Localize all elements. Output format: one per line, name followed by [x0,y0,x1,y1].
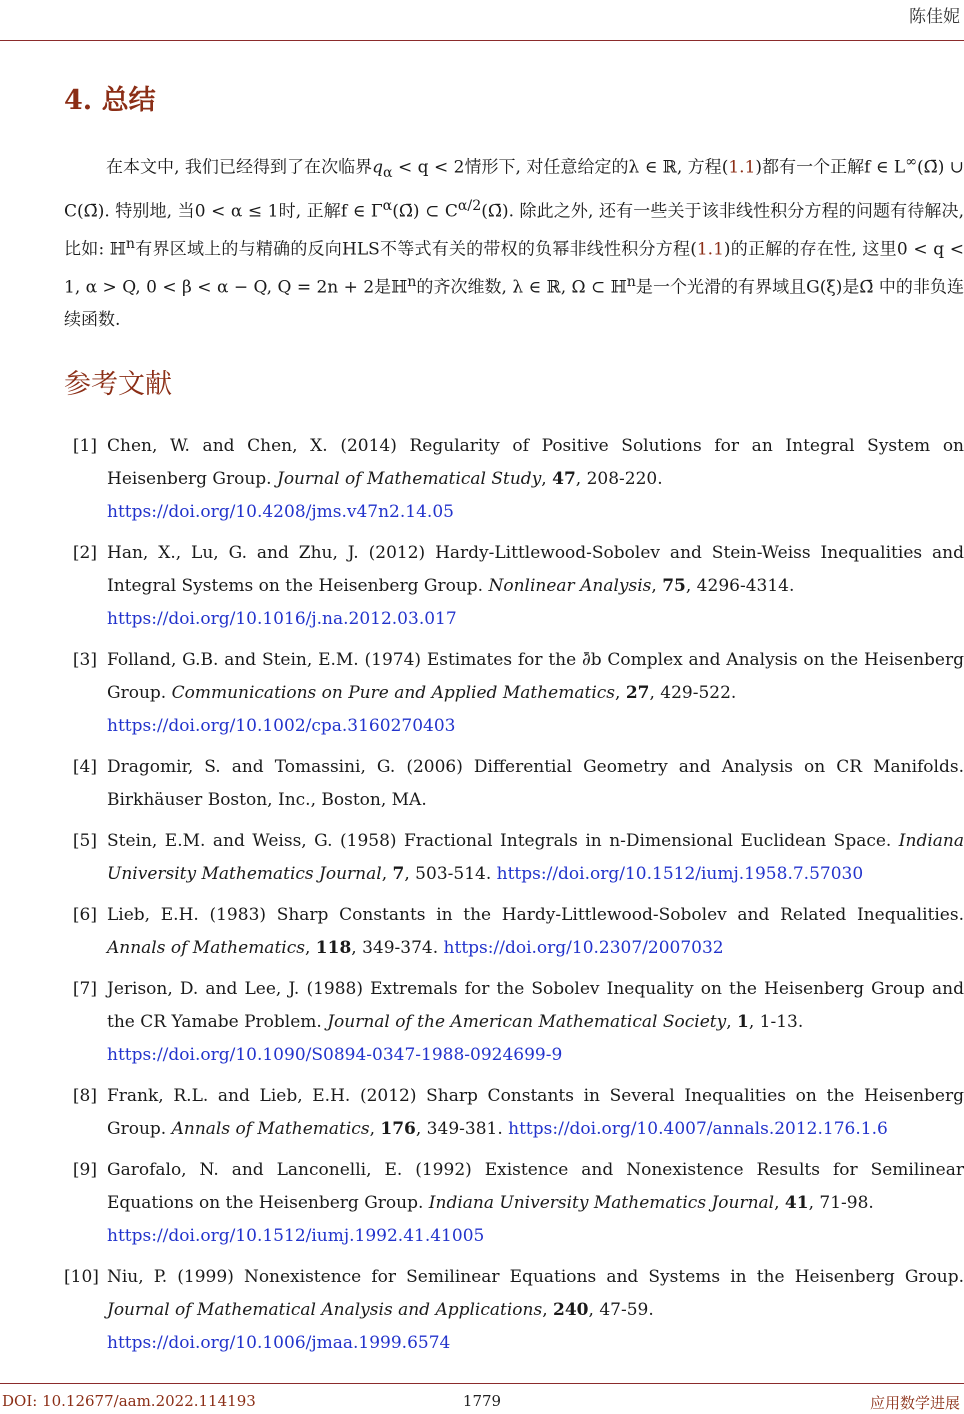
header-author: 陈佳妮 [909,7,960,27]
reference-sep: , [651,576,663,596]
reference-pages: , 4296-4314. [685,576,795,596]
reference-item [64,751,964,817]
reference-sep: , [542,1300,554,1320]
reference-text: Jerison, D. and Lee, J. (1988) Extremals for the Sobolev Inequality on the Heisenberg Group and the CR Yamabe Problem. [107,979,964,1032]
reference-volume: 27 [625,683,650,703]
reference-journal: Journal of the American Mathematical Society [327,1012,727,1032]
reference-item [64,537,964,636]
reference-sep: , [304,938,316,958]
reference-volume: 7 [392,864,405,884]
reference-journal: Nonlinear Analysis [488,576,652,596]
reference-doi-link[interactable]: https://doi.org/10.1002/cpa.3160270403 [107,716,456,736]
summary-sup: α/2 [457,197,482,214]
reference-number: [2] [72,543,97,563]
footer-doi[interactable]: DOI: 10.12677/aam.2022.114193 [2,1392,256,1410]
reference-pages: , 349-381. [415,1119,509,1139]
reference-journal: Annals of Mathematics [171,1119,370,1139]
reference-volume: 118 [315,938,352,958]
reference-pages: , 47-59. [588,1300,654,1320]
reference-doi-link[interactable]: https://doi.org/10.4007/annals.2012.176.1.6 [508,1119,888,1139]
reference-text: Frank, R.L. and Lieb, E.H. (2012) Sharp Constants in Several Inequalities on the Heisenberg Group. [107,1086,964,1139]
summary-text: )的正解的存在性, 这里0 < q < 1, α > Q, 0 < β < α − Q, Q = 2n + 2是ℍ [64,239,964,298]
reference-item [64,1080,964,1146]
reference-sep: , [774,1193,785,1213]
reference-item [64,973,964,1072]
footer-journal: 应用数学进展 [869,1394,960,1412]
reference-item [64,1154,964,1253]
section-title: 4. 总结 [64,85,156,116]
reference-volume: 1 [737,1012,749,1032]
reference-text: Han, X., Lu, G. and Zhu, J. (2012) Hardy-Littlewood-Sobolev and Stein-Weiss Inequalities and Integral Systems on the Heisenberg Group. [107,543,964,596]
footer-rule [0,1383,964,1384]
reference-sep: , [726,1012,738,1032]
summary-sup: ∞ [905,154,917,170]
references-title: 参考文献 [64,369,172,400]
summary-text: )都有一个正解f ∈ L [755,157,906,178]
summary-text: < q < 2情形下, 对任意给定的λ ∈ ℝ, 方程( [392,157,729,178]
reference-doi-link[interactable]: https://doi.org/10.1006/jmaa.1999.6574 [107,1333,451,1353]
reference-journal: Communications on Pure and Applied Mathematics [171,683,615,703]
reference-number: [3] [72,650,97,670]
reference-item [64,825,964,891]
reference-item [64,430,964,529]
reference-item [64,644,964,743]
reference-number: [7] [72,979,97,999]
reference-list [64,430,964,1368]
reference-journal: Indiana University Mathematics Journal [107,831,964,884]
reference-item [64,1261,964,1360]
summary-sup: n [626,273,636,290]
equation-link[interactable]: 1.1 [728,157,756,178]
reference-number: [6] [72,905,97,925]
reference-text: Lieb, E.H. (1983) Sharp Constants in the Hardy-Littlewood-Sobolev and Related Inequalities. [107,905,964,925]
summary-text: (Ω̄) ⊂ C [392,201,458,222]
reference-journal: Journal of Mathematical Study [277,469,542,489]
reference-pages: , 349-374. [351,938,444,958]
equation-link[interactable]: 1.1 [696,239,724,260]
summary-sub: α [383,165,393,182]
reference-sep: , [381,864,393,884]
reference-doi-link[interactable]: https://doi.org/10.1016/j.na.2012.03.017 [107,609,457,629]
reference-number: [10] [64,1267,99,1287]
reference-doi-link[interactable]: https://doi.org/10.1512/iumj.1992.41.41005 [107,1226,485,1246]
reference-volume: 240 [553,1300,589,1320]
reference-sep: , [615,683,626,703]
reference-number: [8] [72,1086,97,1106]
reference-journal: Annals of Mathematics [107,938,305,958]
reference-sep: , [369,1119,381,1139]
summary-text: (Ω̄) ∪ C(Ω̄). 特别地, 当0 < α ≤ 1时, 正解f ∈ Γ [64,157,964,222]
summary-sup: n [125,235,136,252]
summary-text: 有界区域上的与精确的反向HLS不等式有关的带权的负幂非线性积分方程( [135,239,697,260]
header-rule [0,40,964,41]
reference-item [64,899,964,965]
reference-number: [5] [72,831,97,851]
reference-pages: , 1-13. [748,1012,804,1032]
summary-math: q [372,157,384,178]
reference-doi-link[interactable]: https://doi.org/10.2307/2007032 [443,938,724,958]
summary-text: 是一个光滑的有界域且G(ξ)是Ω̄ 中的非负连续函数. [64,277,964,331]
reference-number: [1] [72,436,97,456]
reference-pages: , 71-98. [808,1193,874,1213]
footer-page-number: 1779 [462,1392,502,1410]
reference-text: Stein, E.M. and Weiss, G. (1958) Fractional Integrals in n-Dimensional Euclidean Space. [107,831,899,851]
reference-doi-link[interactable]: https://doi.org/10.1512/iumj.1958.7.57030 [496,864,864,884]
reference-pages: , 503-514. [404,864,497,884]
reference-doi-link[interactable]: https://doi.org/10.1090/S0894-0347-1988-0924699-9 [107,1045,563,1065]
reference-text: Dragomir, S. and Tomassini, G. (2006) Differential Geometry and Analysis on CR Manifolds. Birkhäuser Boston, Inc., Boston, MA. [107,757,964,810]
summary-paragraph [64,146,964,337]
reference-text: Niu, P. (1999) Nonexistence for Semilinear Equations and Systems in the Heisenberg Group. [107,1267,964,1287]
reference-number: [4] [72,757,97,777]
reference-text: Folland, G.B. and Stein, E.M. (1974) Estimates for the ∂̄b Complex and Analysis on the Heisenberg Group. [107,650,964,703]
reference-text: Chen, W. and Chen, X. (2014) Regularity of Positive Solutions for an Integral System on Heisenberg Group. [107,436,964,489]
summary-sup: α [382,197,393,214]
reference-journal: Journal of Mathematical Analysis and Applications [107,1300,543,1320]
reference-text: Garofalo, N. and Lanconelli, E. (1992) Existence and Nonexistence Results for Semilinear Equations on the Heisenberg Group. [107,1160,964,1213]
reference-volume: 41 [784,1193,809,1213]
reference-pages: , 208-220. [575,469,663,489]
reference-volume: 176 [380,1119,416,1139]
summary-text: 在本文中, 我们已经得到了在次临界 [106,157,373,178]
reference-doi-link[interactable]: https://doi.org/10.4208/jms.v47n2.14.05 [107,502,454,522]
reference-volume: 75 [662,576,686,596]
reference-journal: Indiana University Mathematics Journal [428,1193,775,1213]
reference-sep: , [541,469,553,489]
reference-number: [9] [72,1160,97,1180]
reference-pages: , 429-522. [649,683,737,703]
summary-text: (Ω̄). 除此之外, 还有一些关于该非线性积分方程的问题有待解决, 比如: ℍ [64,201,964,260]
summary-text: 的齐次维数, λ ∈ ℝ, Ω ⊂ ℍ [416,277,627,298]
reference-volume: 47 [552,469,576,489]
summary-sup: n [407,273,417,290]
